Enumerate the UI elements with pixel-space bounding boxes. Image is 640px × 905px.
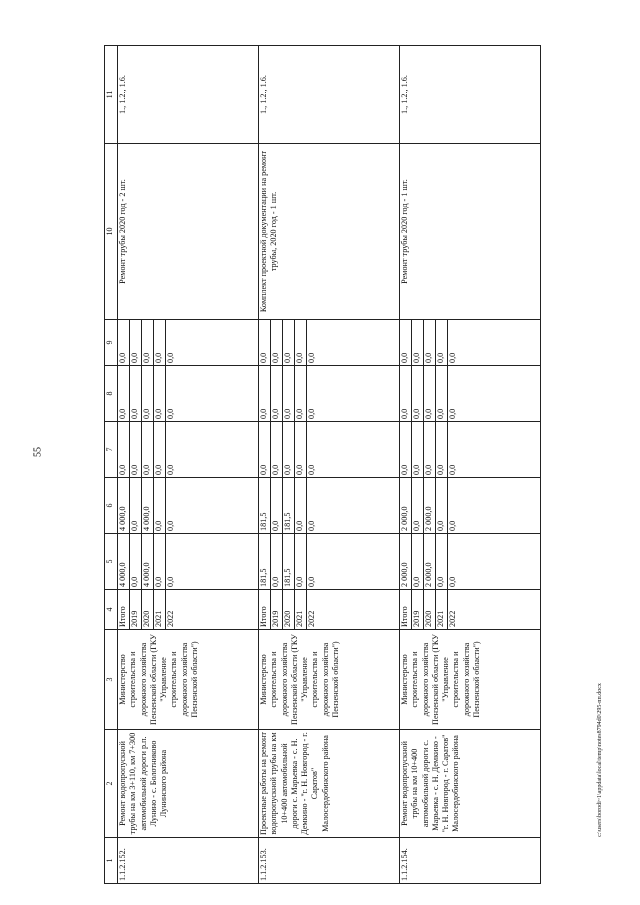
value-cell: 0,0 bbox=[166, 478, 259, 534]
table-row bbox=[400, 46, 412, 884]
value-cell: 0,0 bbox=[436, 534, 448, 590]
value-cell: 0,0 bbox=[436, 478, 448, 534]
value-cell: 0,0 bbox=[400, 422, 412, 478]
item-reference: 1., 1.2., 1.6. bbox=[118, 46, 259, 144]
item-name: Проектные работы на ремонт водопропускной трубы на км 10+400 автомобильной дороги с. Марьевка - с. Н. Демкино - "г. Н. Новгород - г. Саратов" Малосердобинского района bbox=[259, 730, 400, 838]
value-cell: 0,0 bbox=[424, 366, 436, 422]
column-header-8: 8 bbox=[105, 366, 118, 422]
value-cell: 0,0 bbox=[154, 534, 166, 590]
program-table bbox=[104, 46, 481, 884]
value-cell: 0,0 bbox=[118, 422, 130, 478]
column-header-4: 4 bbox=[105, 590, 118, 630]
value-cell: 0,0 bbox=[412, 366, 424, 422]
item-executor: Министерство строительства и дорожного хозяйства Пензенской области (ГКУ "Управление строительства и дорожного хозяйства Пензенской области") bbox=[259, 630, 400, 730]
value-cell: 0,0 bbox=[118, 320, 130, 366]
item-number: 1.1.2.152. bbox=[118, 838, 259, 884]
value-cell: 0,0 bbox=[307, 478, 400, 534]
value-cell: 0,0 bbox=[283, 422, 295, 478]
value-cell: 0,0 bbox=[166, 534, 259, 590]
year-cell: 2021 bbox=[436, 590, 448, 630]
value-cell: 0,0 bbox=[448, 534, 541, 590]
value-cell: 0,0 bbox=[295, 366, 307, 422]
column-header-11: 11 bbox=[105, 46, 118, 144]
value-cell: 0,0 bbox=[154, 478, 166, 534]
value-cell: 0,0 bbox=[436, 366, 448, 422]
value-cell: 0,0 bbox=[259, 366, 271, 422]
column-header-7: 7 bbox=[105, 422, 118, 478]
value-cell: 0,0 bbox=[154, 366, 166, 422]
value-cell: 0,0 bbox=[130, 320, 142, 366]
value-cell: 0,0 bbox=[295, 422, 307, 478]
value-cell: 0,0 bbox=[259, 320, 271, 366]
table-row bbox=[118, 46, 130, 884]
value-cell: 181,5 bbox=[259, 478, 271, 534]
value-cell: 2 000,0 bbox=[424, 478, 436, 534]
value-cell: 4 000,0 bbox=[142, 534, 154, 590]
item-name: Ремонт водопропускной трубы на км 3+110, км 7+300 автомобильной дороги р.п. Лунино - с. Болотниково Лунинского района bbox=[118, 730, 259, 838]
value-cell: 181,5 bbox=[259, 534, 271, 590]
value-cell: 0,0 bbox=[166, 320, 259, 366]
value-cell: 0,0 bbox=[271, 320, 283, 366]
column-header-2: 2 bbox=[105, 730, 118, 838]
value-cell: 0,0 bbox=[412, 478, 424, 534]
value-cell: 0,0 bbox=[295, 320, 307, 366]
header-row bbox=[105, 46, 118, 884]
value-cell: 0,0 bbox=[142, 366, 154, 422]
value-cell: 0,0 bbox=[412, 422, 424, 478]
year-cell: 2020 bbox=[142, 590, 154, 630]
item-name: Ремонт водопропускной трубы на км 10+400 автомобильной дороги с. Марьевка - с. Н. Демкино - "г. Н. Новгород - г. Саратов" Малосердобинского района bbox=[400, 730, 541, 838]
year-cell: 2020 bbox=[283, 590, 295, 630]
page-number: 55 bbox=[32, 447, 44, 457]
value-cell: 0,0 bbox=[259, 422, 271, 478]
year-cell: 2022 bbox=[166, 590, 259, 630]
value-cell: 0,0 bbox=[130, 534, 142, 590]
year-cell: Итого bbox=[259, 590, 271, 630]
value-cell: 0,0 bbox=[412, 534, 424, 590]
year-cell: 2020 bbox=[424, 590, 436, 630]
item-reference: 1., 1.2., 1.6. bbox=[259, 46, 400, 144]
value-cell: 0,0 bbox=[295, 478, 307, 534]
value-cell: 0,0 bbox=[307, 320, 400, 366]
value-cell: 0,0 bbox=[307, 422, 400, 478]
item-result: Ремонт трубы 2020 год - 1 шт. bbox=[400, 144, 541, 320]
value-cell: 0,0 bbox=[400, 320, 412, 366]
column-header-5: 5 bbox=[105, 534, 118, 590]
item-result: Ремонт трубы 2020 год - 2 шт. bbox=[118, 144, 259, 320]
value-cell: 0,0 bbox=[400, 366, 412, 422]
value-cell: 181,5 bbox=[283, 534, 295, 590]
year-cell: 2022 bbox=[448, 590, 541, 630]
value-cell: 0,0 bbox=[130, 478, 142, 534]
item-reference: 1., 1.2., 1.6. bbox=[400, 46, 541, 144]
value-cell: 0,0 bbox=[436, 422, 448, 478]
value-cell: 4 000,0 bbox=[142, 478, 154, 534]
year-cell: 2019 bbox=[412, 590, 424, 630]
value-cell: 0,0 bbox=[154, 422, 166, 478]
value-cell: 0,0 bbox=[154, 320, 166, 366]
item-number: 1.1.2.154. bbox=[400, 838, 541, 884]
value-cell: 0,0 bbox=[130, 422, 142, 478]
column-header-1: 1 bbox=[105, 838, 118, 884]
value-cell: 181,5 bbox=[283, 478, 295, 534]
column-header-3: 3 bbox=[105, 630, 118, 730]
value-cell: 0,0 bbox=[271, 422, 283, 478]
value-cell: 0,0 bbox=[118, 366, 130, 422]
value-cell: 0,0 bbox=[412, 320, 424, 366]
item-executor: Министерство строительства и дорожного хозяйства Пензенской области (ГКУ "Управление строительства и дорожного хозяйства Пензенской области") bbox=[118, 630, 259, 730]
value-cell: 2 000,0 bbox=[400, 478, 412, 534]
value-cell: 0,0 bbox=[283, 320, 295, 366]
value-cell: 0,0 bbox=[142, 422, 154, 478]
year-cell: 2019 bbox=[271, 590, 283, 630]
value-cell: 0,0 bbox=[271, 366, 283, 422]
item-number: 1.1.2.153. bbox=[259, 838, 400, 884]
value-cell: 4 000,0 bbox=[118, 534, 130, 590]
year-cell: 2019 bbox=[130, 590, 142, 630]
value-cell: 0,0 bbox=[307, 534, 400, 590]
item-executor: Министерство строительства и дорожного хозяйства Пензенской области (ГКУ "Управление строительства и дорожного хозяйства Пензенской области") bbox=[400, 630, 541, 730]
year-cell: 2021 bbox=[295, 590, 307, 630]
year-cell: 2021 bbox=[154, 590, 166, 630]
value-cell: 0,0 bbox=[166, 422, 259, 478]
value-cell: 0,0 bbox=[448, 366, 541, 422]
value-cell: 0,0 bbox=[436, 320, 448, 366]
value-cell: 0,0 bbox=[130, 366, 142, 422]
value-cell: 0,0 bbox=[424, 320, 436, 366]
column-header-9: 9 bbox=[105, 320, 118, 366]
year-cell: 2022 bbox=[307, 590, 400, 630]
value-cell: 0,0 bbox=[307, 366, 400, 422]
value-cell: 0,0 bbox=[295, 534, 307, 590]
year-cell: Итого bbox=[400, 590, 412, 630]
footer-file-path: c:\users\borodi~1\appdata\local\temp\notes8794d0\295-пп.docx bbox=[597, 683, 603, 837]
value-cell: 4 000,0 bbox=[118, 478, 130, 534]
value-cell: 0,0 bbox=[283, 366, 295, 422]
value-cell: 0,0 bbox=[142, 320, 154, 366]
value-cell: 0,0 bbox=[271, 478, 283, 534]
value-cell: 2 000,0 bbox=[424, 534, 436, 590]
value-cell: 0,0 bbox=[166, 366, 259, 422]
value-cell: 0,0 bbox=[448, 422, 541, 478]
column-header-10: 10 bbox=[105, 144, 118, 320]
value-cell: 0,0 bbox=[448, 478, 541, 534]
column-header-6: 6 bbox=[105, 478, 118, 534]
value-cell: 2 000,0 bbox=[400, 534, 412, 590]
value-cell: 0,0 bbox=[271, 534, 283, 590]
value-cell: 0,0 bbox=[448, 320, 541, 366]
item-result: Комплект проектной документации на ремонт трубы, 2020 год - 1 шт. bbox=[259, 144, 400, 320]
value-cell: 0,0 bbox=[424, 422, 436, 478]
year-cell: Итого bbox=[118, 590, 130, 630]
table-row bbox=[259, 46, 271, 884]
